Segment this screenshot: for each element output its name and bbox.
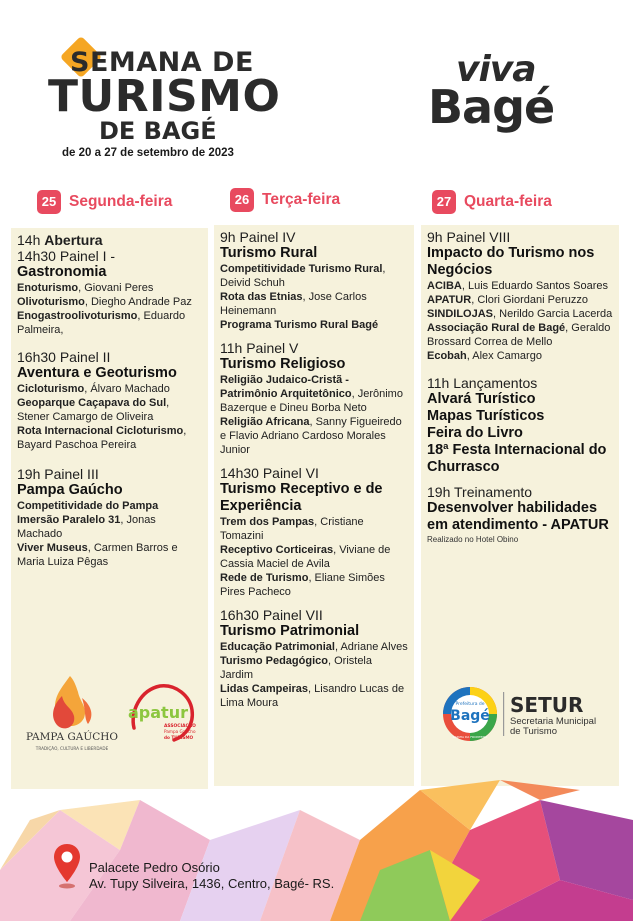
day-number: 26 (230, 188, 254, 212)
speaker-item: Lidas Campeiras, Lisandro Lucas de Lima Moura (220, 683, 405, 709)
decorative-background (0, 780, 633, 921)
slot-time: 14h (17, 232, 41, 248)
launch-item: Mapas Turísticos (427, 408, 545, 424)
slot-time: 11h Lançamentos (427, 375, 538, 391)
slot-time: 16h30 Painel VII (220, 607, 323, 623)
speaker-item: Viver Museus, Carmen Barros e Maria Luiza Pêgas (17, 542, 178, 568)
speaker-item: Olivoturismo, Diegho Andrade Paz (17, 296, 192, 308)
day-name: Terça-feira (262, 191, 341, 209)
event-dates: de 20 a 27 de setembro de 2023 (62, 147, 234, 159)
day-header-wednesday (432, 190, 552, 214)
speaker-item: Cicloturismo, Álvaro Machado (17, 383, 170, 395)
day-header-tuesday (230, 188, 340, 212)
speaker-item: Enogastroolivoturismo, Eduardo Palmeira, (17, 310, 186, 336)
speaker-item: Rota Internacional Cicloturismo, Bayard Paschoa Pereira (17, 425, 187, 451)
svg-text:Prefeitura de: Prefeitura de (455, 702, 485, 707)
speaker-item: Geoparque Caçapava do Sul, Stener Camargo de Oliveira (17, 397, 170, 423)
speaker-item: APATUR, Clori Giordani Peruzzo (427, 294, 588, 306)
slot-time: 11h Painel V (220, 340, 299, 356)
speaker-item: Enoturismo, Giovani Peres (17, 282, 154, 294)
day-number: 27 (432, 190, 456, 214)
day-name: Quarta-feira (464, 193, 552, 211)
speaker-item: Competitividade Turismo Rural, Deivid Schuh (220, 263, 386, 289)
schedule-column-tuesday (214, 225, 414, 786)
venue-address: Av. Tupy Silveira, 1436, Centro, Bagé- RS. (89, 876, 335, 891)
pampa-gaucho-logo (22, 668, 122, 758)
venue-name: Palacete Pedro Osório (89, 860, 220, 875)
speaker-item: Associação Rural de Bagé, Geraldo Brossard Correa de Mello (427, 322, 611, 348)
speaker-item: SINDILOJAS, Nerildo Garcia Lacerda (427, 308, 613, 320)
location-pin-icon (52, 842, 82, 892)
slot-time: 16h30 Painel II (17, 349, 111, 365)
launch-item: 18ª Festa Internacional do Churrasco (427, 442, 607, 475)
speaker-item: Educação Patrimonial, Adriane Alves (220, 641, 408, 653)
event-title-line3: DE BAGÉ (99, 117, 217, 145)
pampa-name: PAMPA GAÚCHO (25, 731, 119, 743)
speaker-item: Religião Judaico-Cristã - Patrimônio Arquitetônico, Jerônimo Bazerque e Dineu Borba Neto (220, 374, 403, 414)
speaker-item: ACIBA, Luis Eduardo Santos Soares (427, 280, 608, 292)
apatur-logo (124, 676, 200, 752)
viva-bage-logo-line2: Bagé (428, 80, 555, 134)
slot-time: 19h Painel III (17, 466, 99, 482)
svg-text:ASSOCIAÇÃO: ASSOCIAÇÃO (164, 724, 196, 729)
slot-title: Desenvolver habilidades em atendimento - APATUR (427, 500, 609, 533)
launch-item: Feira do Livro (427, 425, 523, 441)
slot-time: 14h30 Painel VI (220, 465, 319, 481)
slot-title: Turismo Religioso (220, 356, 346, 372)
speaker-item: Rota das Etnias, Jose Carlos Heinemann (220, 291, 367, 317)
pampa-tagline: TRADIÇÃO, CULTURA E LIBERDADE (35, 746, 109, 751)
slot-time: 14h30 Painel I - (17, 248, 116, 264)
launch-item: Alvará Turístico (427, 391, 536, 407)
viva-bage-logo-line1: viva (456, 49, 536, 90)
day-header-monday (37, 190, 172, 214)
slot-time: 9h Painel VIII (427, 229, 511, 245)
slot-title: Impacto do Turismo nos Negócios (427, 245, 595, 278)
setur-badge-text: Bagé (450, 708, 490, 724)
event-title-line2: TURISMO (48, 71, 281, 122)
svg-text:Pampa Gaúcho: Pampa Gaúcho (164, 729, 196, 734)
speaker-item: Programa Turismo Rural Bagé (220, 319, 379, 331)
event-title-line1: SEMANA DE (70, 47, 254, 78)
day-number: 25 (37, 190, 61, 214)
slot-title: Gastronomia (17, 264, 107, 280)
speaker-item: Receptivo Corticeiras, Viviane de Cassia Maciel de Avila (220, 544, 391, 570)
speaker-item: Ecobah, Alex Camargo (427, 350, 542, 362)
speaker-item: Trem dos Pampas, Cristiane Tomazini (220, 516, 364, 542)
svg-text:do TURISMO: do TURISMO (164, 735, 194, 740)
speaker-item: Turismo Pedagógico, Oristela Jardim (220, 655, 372, 681)
slot-title: Aventura e Geoturismo (17, 365, 177, 381)
speaker-item: Imersão Paralelo 31, Jonas Machado (17, 514, 156, 540)
speaker-item: Religião Africana, Sanny Figueiredo e Flavio Adriano Cardoso Morales Junior (220, 416, 402, 456)
setur-logo (440, 684, 610, 744)
slot-time: 9h Painel IV (220, 229, 296, 245)
day-name: Segunda-feira (69, 193, 173, 211)
speaker-item: Rede de Turismo, Eliane Simões Pires Pacheco (220, 572, 385, 598)
svg-text:RAINHA DA FRONTEIRA: RAINHA DA FRONTEIRA (452, 735, 488, 739)
apatur-name: apatur (128, 703, 188, 722)
slot-title: Abertura (44, 232, 103, 248)
slot-time: 19h Treinamento (427, 484, 533, 500)
speaker-item: Competitividade do Pampa (17, 500, 159, 512)
svg-text:Secretaria Municipal: Secretaria Municipal (510, 716, 597, 727)
slot-title: Pampa Gaúcho (17, 482, 123, 498)
schedule-slot (17, 232, 202, 248)
slot-title: Turismo Patrimonial (220, 623, 360, 639)
setur-name: SETUR (510, 693, 584, 717)
slot-title: Turismo Rural (220, 245, 318, 261)
svg-text:de Turismo: de Turismo (510, 726, 557, 737)
slot-note: Realizado no Hotel Obino (427, 535, 519, 544)
slot-title: Turismo Receptivo e de Experiência (220, 481, 383, 514)
